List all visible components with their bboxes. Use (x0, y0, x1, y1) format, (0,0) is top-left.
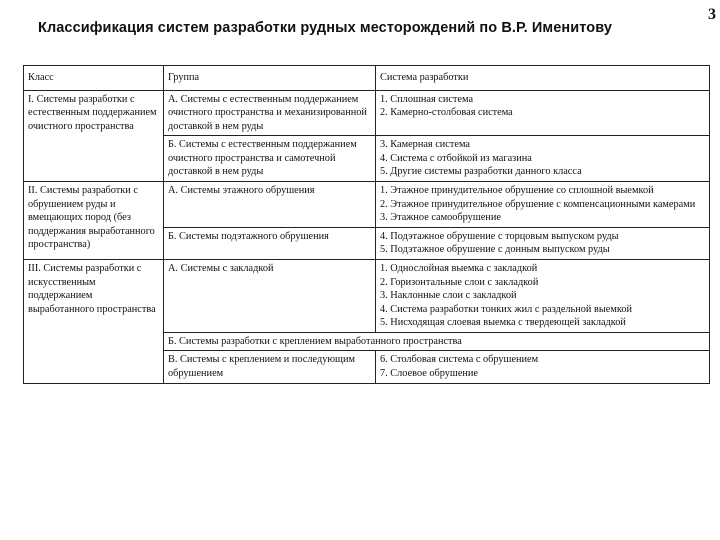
table-row (24, 259, 710, 332)
system-item: 3. Наклонные слои с закладкой (380, 290, 517, 302)
header-group: Группа (164, 66, 376, 91)
system-item: 5. Другие системы разработки данного класса (380, 166, 582, 178)
system-item: 5. Нисходящая слоевая выемка с твердеющей закладкой (380, 317, 626, 329)
group-cell-1a: А. Системы с естественным поддержанием очистного пространства и механизированной доставкой в нем руды (164, 90, 376, 136)
group-cell-3a: А. Системы с закладкой (164, 259, 376, 332)
system-item: 1. Однослойная выемка с закладкой (380, 262, 538, 274)
systems-cell-1b (376, 136, 710, 182)
system-item: 4. Система разработки тонких жил с раздельной выемкой (380, 303, 632, 315)
table-row (24, 90, 710, 136)
systems-cell-3c (376, 351, 710, 383)
system-item: 3. Этажное самообрушение (380, 212, 501, 224)
system-item: 4. Подэтажное обрушение с торцовым выпуском руды (380, 230, 619, 242)
system-item: 2. Горизонтальные слои с закладкой (380, 276, 539, 288)
systems-cell-2b (376, 227, 710, 259)
system-item: 1. Сплошная система (380, 93, 474, 105)
group-cell-1b: Б. Системы с естественным поддержанием очистного пространства и самотечной доставкой в нем руды (164, 136, 376, 182)
page-number: 3 (708, 6, 716, 23)
group-cell-3b: Б. Системы разработки с креплением выработанного пространства (164, 332, 710, 351)
system-item: 2. Камерно-столбовая система (380, 107, 513, 119)
group-cell-2b: Б. Системы подэтажного обрушения (164, 227, 376, 259)
table-row (24, 182, 710, 228)
system-item: 1. Этажное принудительное обрушение со сплошной выемкой (380, 185, 654, 197)
system-item: 3. Камерная система (380, 139, 470, 151)
table-header-row (24, 66, 710, 91)
classification-table (23, 65, 710, 384)
system-item: 7. Слоевое обрушение (380, 367, 478, 379)
class-cell-2: II. Системы разработки с обрушением руды и вмещающих пород (без поддержания выработанного пространства) (24, 182, 164, 260)
class-cell-1: I. Системы разработки с естественным поддержанием очистного пространства (24, 90, 164, 181)
system-item: 6. Столбовая система с обрушением (380, 354, 539, 366)
system-item: 2. Этажное принудительное обрушение с компенсационными камерами (380, 198, 696, 210)
group-cell-3c: В. Системы с креплением и последующим обрушением (164, 351, 376, 383)
header-system: Система разработки (376, 66, 710, 91)
system-item: 4. Система с отбойкой из магазина (380, 152, 532, 164)
header-class: Класс (24, 66, 164, 91)
systems-cell-3a (376, 259, 710, 332)
page-title: Классификация систем разработки рудных месторождений по В.Р. Именитову (38, 20, 613, 36)
group-cell-2a: А. Системы этажного обрушения (164, 182, 376, 228)
systems-cell-1a (376, 90, 710, 136)
system-item: 5. Подэтажное обрушение с донным выпуском руды (380, 244, 610, 256)
systems-cell-2a (376, 182, 710, 228)
class-cell-3: III. Системы разработки с искусственным поддержанием выработанного пространства (24, 259, 164, 383)
